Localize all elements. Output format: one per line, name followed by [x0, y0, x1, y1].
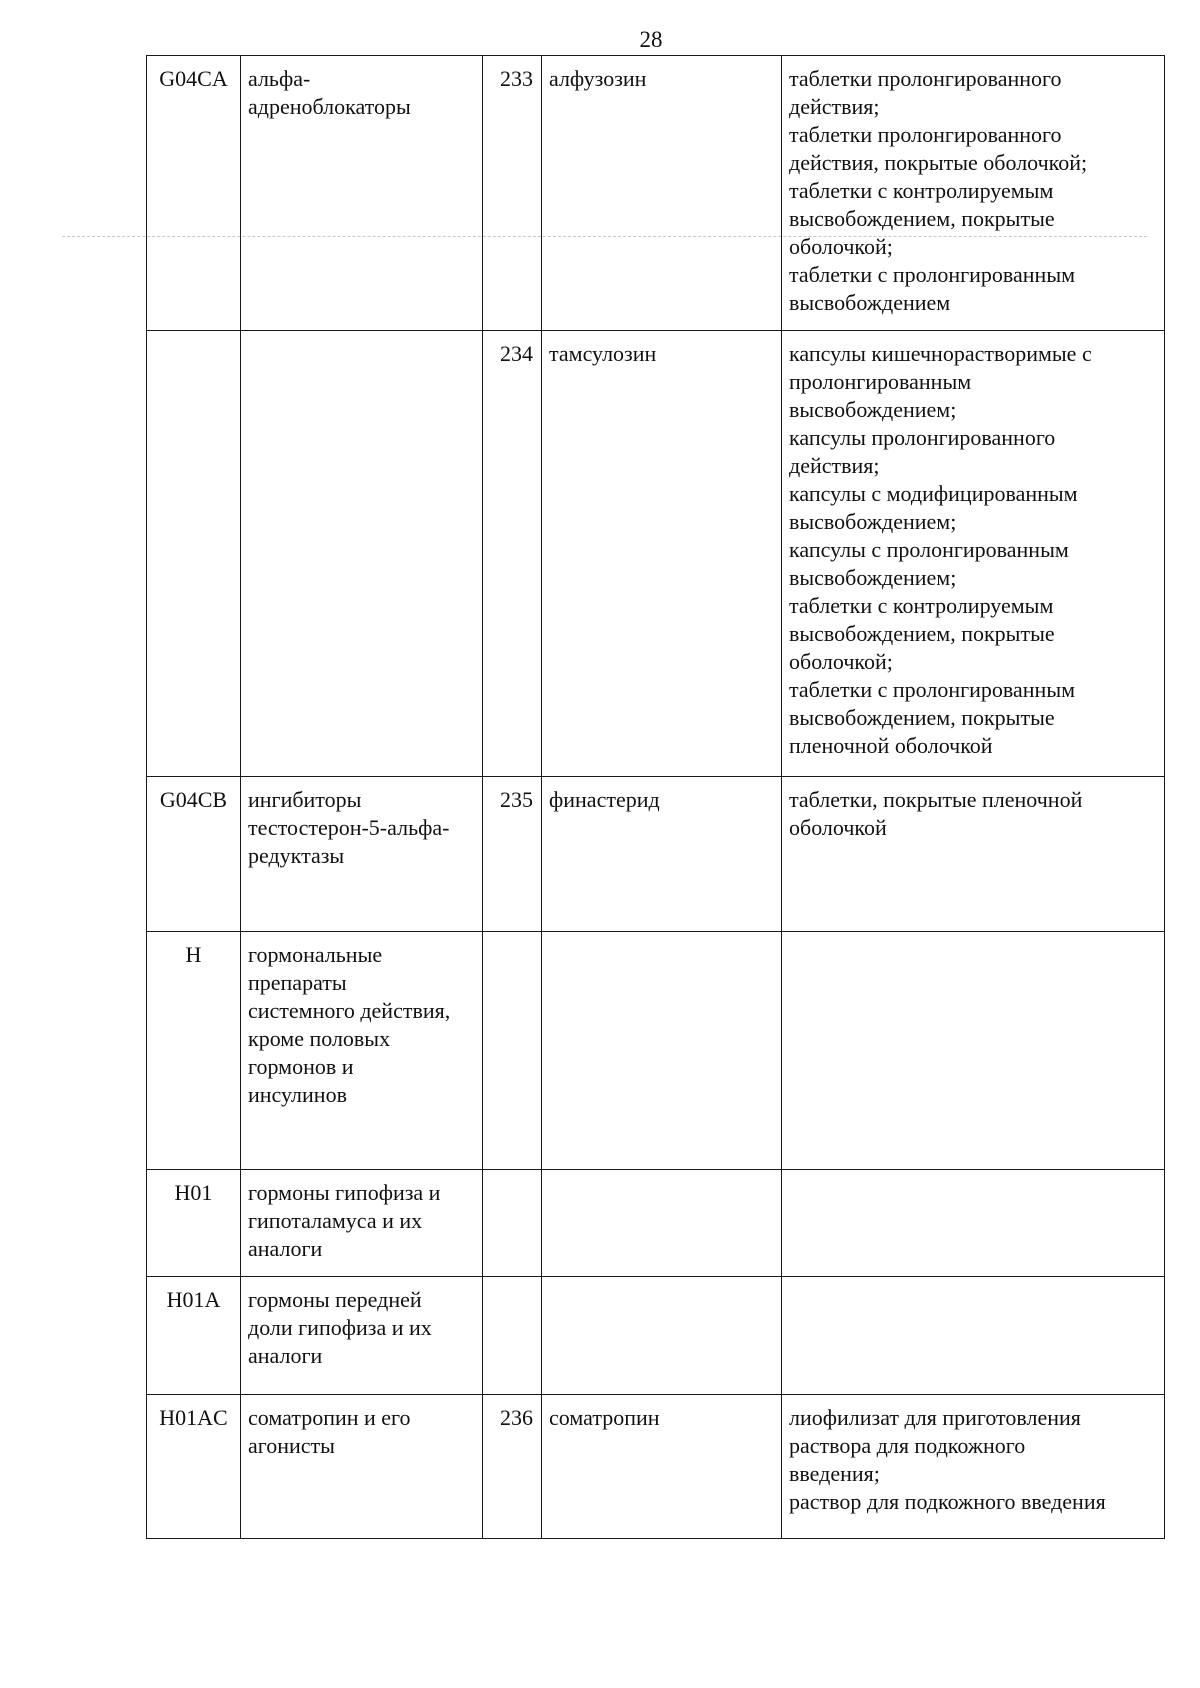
group-name: альфа- адреноблокаторы [241, 56, 483, 331]
table-row [147, 1277, 1165, 1395]
dosage-forms [782, 1170, 1165, 1277]
group-name: гормоны гипофиза и гипоталамуса и их аналоги [241, 1170, 483, 1277]
drug-name: финастерид [542, 777, 782, 932]
row-number [483, 932, 542, 1170]
row-number: 236 [483, 1395, 542, 1539]
drug-name: соматропин [542, 1395, 782, 1539]
dosage-forms [782, 932, 1165, 1170]
table-row [147, 932, 1165, 1170]
dosage-forms: таблетки, покрытые пленочной оболочкой [782, 777, 1165, 932]
atc-code: G04CB [147, 777, 241, 932]
row-number: 233 [483, 56, 542, 331]
table-row [147, 1170, 1165, 1277]
group-name: ингибиторы тестостерон-5-альфа- редуктазы [241, 777, 483, 932]
table-row [147, 1395, 1165, 1539]
drug-name: алфузозин [542, 56, 782, 331]
row-number: 234 [483, 331, 542, 777]
row-number [483, 1277, 542, 1395]
medication-table [146, 55, 1165, 1539]
atc-code: H01 [147, 1170, 241, 1277]
drug-name [542, 1170, 782, 1277]
group-name: гормональные препараты системного действия, кроме половых гормонов и инсулинов [241, 932, 483, 1170]
atc-code [147, 331, 241, 777]
row-number: 235 [483, 777, 542, 932]
table-row [147, 777, 1165, 932]
dosage-forms: капсулы кишечнорастворимые с пролонгированным высвобождением; капсулы пролонгированного действия; капсулы с модифицированным высвобождением; капсулы с пролонгированным высвобождением; таблетки с контролируемым высвобождением, покрытые оболочкой; таблетки с пролонгированным высвобождением, покрытые пленочной оболочкой [782, 331, 1165, 777]
drug-name: тамсулозин [542, 331, 782, 777]
group-name [241, 331, 483, 777]
drug-name [542, 932, 782, 1170]
page-number: 28 [639, 27, 663, 52]
dosage-forms: таблетки пролонгированного действия; таблетки пролонгированного действия, покрытые оболочкой; таблетки с контролируемым высвобождением, покрытые оболочкой; таблетки с пролонгированным высвобождением [782, 56, 1165, 331]
dosage-forms [782, 1277, 1165, 1395]
table-row [147, 56, 1165, 331]
atc-code: H01AC [147, 1395, 241, 1539]
atc-code: H01A [147, 1277, 241, 1395]
table-row [147, 331, 1165, 777]
group-name: соматропин и его агонисты [241, 1395, 483, 1539]
group-name: гормоны передней доли гипофиза и их аналоги [241, 1277, 483, 1395]
atc-code: G04CA [147, 56, 241, 331]
atc-code: H [147, 932, 241, 1170]
drug-name [542, 1277, 782, 1395]
dosage-forms: лиофилизат для приготовления раствора для подкожного введения; раствор для подкожного введения [782, 1395, 1165, 1539]
row-number [483, 1170, 542, 1277]
